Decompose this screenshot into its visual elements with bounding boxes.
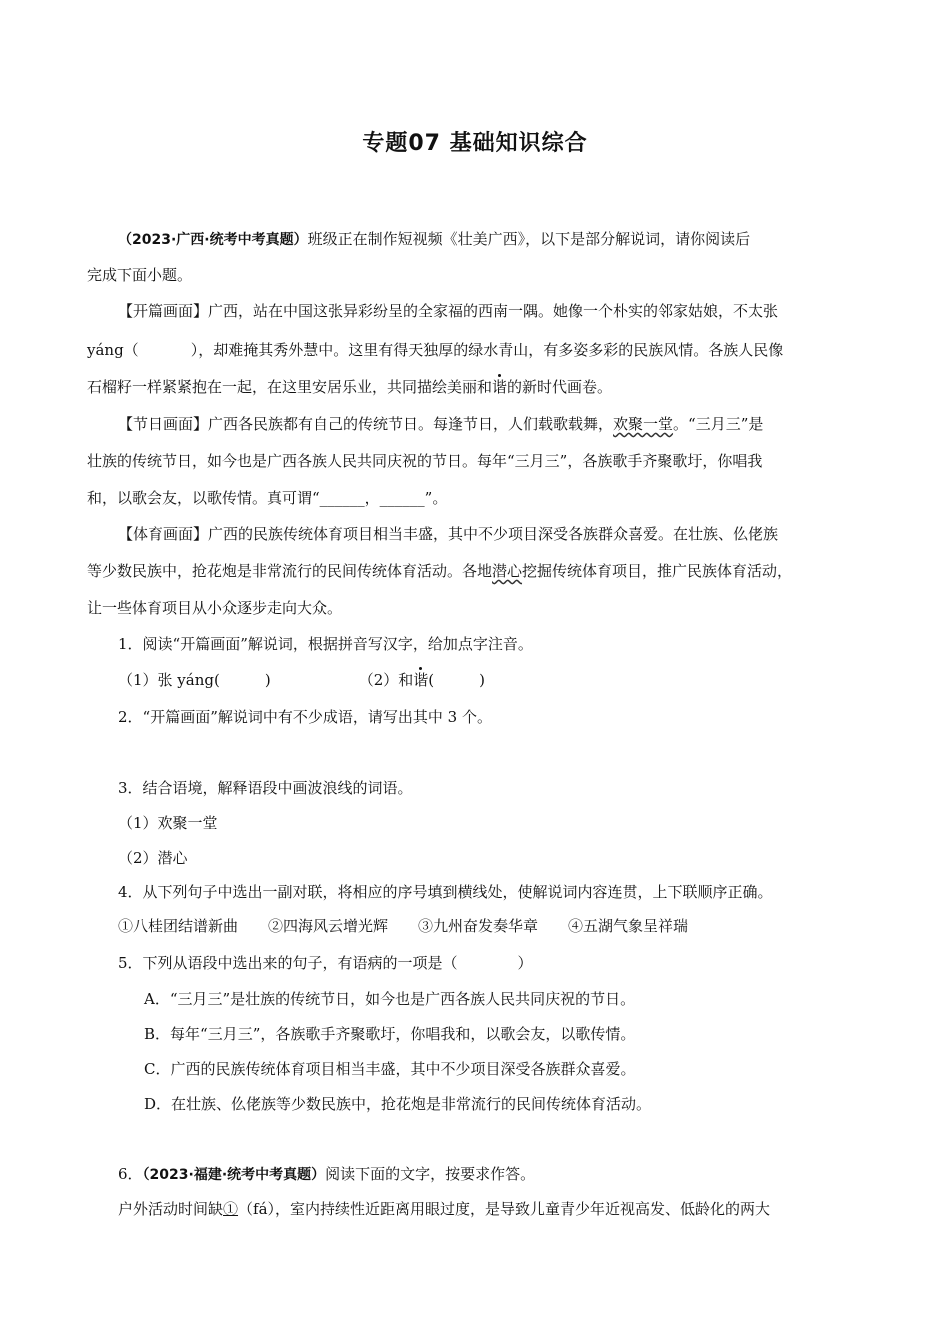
- p1-text-a: 【开篇画面】广西，站在中国这张异彩纷呈的全家福的西南一隅。她像一个朴实的邻家姑娘，不太张: [118, 302, 779, 320]
- q5-option-a[interactable]: [144, 989, 919, 1009]
- p3-text-a: 【体育画面】广西的民族传统体育项目相当丰盛，其中不少项目深受各族群众喜爱。在壮族、仫佬族: [118, 525, 779, 543]
- q4-choice-4[interactable]: ④五湖气象呈祥瑞: [568, 917, 689, 935]
- p2-text-b: 壮族的传统节日，如今也是广西各族人民共同庆祝的节日。每年“三月三”，各族歌手齐聚歌圩，你唱我: [87, 452, 763, 470]
- q6-marker: ①: [223, 1200, 239, 1218]
- intro-text: 班级正在制作短视频《壮美广西》，以下是部分解说词，请你阅读后: [307, 230, 751, 248]
- q3-sub-1: [118, 813, 893, 833]
- q3-sub-2: [118, 848, 893, 868]
- q4-choice-3[interactable]: ③九州奋发奏华章: [418, 917, 539, 935]
- p1-line-3: [87, 377, 862, 397]
- q3-sub-2-text: （2）潜心: [118, 849, 188, 867]
- p2-line-1: [118, 414, 893, 434]
- dotted-char: 谐: [413, 671, 429, 689]
- p1-text-b2: ），却难掩其秀外慧中。这里有得天独厚的绿水青山，有多姿多彩的民族风情。各族人民像: [190, 341, 784, 359]
- q2-stem-text: 2．“开篇画面”解说词中有不少成语，请写出其中 3 个。: [118, 708, 492, 726]
- p1-line-1: [118, 301, 893, 321]
- q6-passage-b: （fá），室内持续性近距离用眼过度，是导致儿童青少年近视高发、低龄化的两大: [238, 1200, 771, 1218]
- q3-sub-1-text: （1）欢聚一堂: [118, 814, 218, 832]
- p3-line-2: [87, 561, 862, 581]
- q1-subitems: [118, 670, 893, 690]
- q5-stem-text: 5．下列从语段中选出来的句子，有语病的一项是（ ）: [118, 954, 533, 972]
- q1-stem: [118, 634, 893, 654]
- intro-text-2: 完成下面小题。: [87, 266, 193, 284]
- q4-stem-text: 4．从下列句子中选出一副对联，将相应的序号填到横线处，使解说词内容连贯，上下联顺序正确。: [118, 883, 773, 901]
- q1-sub-2: （2）和: [358, 671, 414, 689]
- q1-stem-text: 1．阅读“开篇画面”解说词，根据拼音写汉字，给加点字注音。: [118, 635, 533, 653]
- p1-text-c2: 的新时代画卷。: [507, 378, 613, 396]
- p3-text-c: 让一些体育项目从小众逐步走向大众。: [87, 599, 343, 617]
- p3-text-b1: 等少数民族中，抢花炮是非常流行的民间传统体育活动。各地: [87, 562, 493, 580]
- p3-text-b2: 挖掘传统体育项目，推广民族体育活动，: [522, 562, 793, 580]
- q3-stem: [118, 778, 893, 798]
- q5-option-c[interactable]: [144, 1059, 919, 1079]
- q5-option-d-text: D．在壮族、仫佬族等少数民族中，抢花炮是非常流行的民间传统体育活动。: [144, 1095, 652, 1113]
- q5-option-d[interactable]: [144, 1094, 919, 1114]
- q6-source: （2023·福建·统考中考真题）: [142, 1167, 326, 1183]
- q1-sub-1[interactable]: （1）张 yáng( ): [118, 671, 271, 689]
- p2-text-a1: 【节日画面】广西各民族都有自己的传统节日。每逢节日，人们载歌载舞，: [118, 415, 614, 433]
- dotted-char: 谐: [492, 378, 508, 396]
- p1-line-2: [87, 340, 862, 360]
- q4-stem: [118, 882, 893, 902]
- page-title: 专题07 基础知识综合: [362, 131, 588, 156]
- p3-line-3: [87, 598, 862, 618]
- q5-stem: [118, 953, 893, 973]
- p2-line-2: [87, 451, 862, 471]
- intro-source: （2023·广西·统考中考真题）: [118, 232, 308, 248]
- q4-choice-1[interactable]: ①八桂团结谱新曲: [118, 917, 239, 935]
- intro-line-1: [118, 229, 893, 250]
- q4-choices: [118, 916, 893, 936]
- q4-choice-2[interactable]: ②四海风云增光辉: [268, 917, 389, 935]
- q6-stem-text: 阅读下面的文字，按要求作答。: [325, 1165, 536, 1183]
- q5-option-b-text: B．每年“三月三”，各族歌手齐聚歌圩，你唱我和，以歌会友，以歌传情。: [144, 1025, 636, 1043]
- q1-sub-2-blank[interactable]: ( ): [428, 671, 485, 689]
- p2-text-c: 和，以歌会友，以歌传情。真可谓“______，______”。: [87, 489, 448, 507]
- q3-stem-text: 3．结合语境，解释语段中画波浪线的词语。: [118, 779, 413, 797]
- intro-line-2: [87, 265, 862, 285]
- wavy-underline-term: 潜心: [492, 562, 523, 580]
- p3-line-1: [118, 524, 893, 544]
- p2-text-a2: 。“三月三”是: [673, 415, 764, 433]
- q5-option-a-text: A．“三月三”是壮族的传统节日，如今也是广西各族人民共同庆祝的节日。: [144, 990, 636, 1008]
- p2-line-3: [87, 488, 862, 508]
- q5-option-b[interactable]: [144, 1024, 919, 1044]
- wavy-underline-term: 欢聚一堂: [613, 415, 674, 433]
- p1-text-c1: 石榴籽一样紧紧抱在一起，在这里安居乐业，共同描绘美丽和: [87, 378, 493, 396]
- q6-number: 6．: [118, 1165, 143, 1183]
- q6-passage-a: 户外活动时间缺: [118, 1200, 224, 1218]
- p1-text-b1: yáng（: [87, 341, 139, 359]
- q6-stem: [118, 1164, 893, 1185]
- q6-passage-line-1: [118, 1199, 893, 1219]
- q5-option-c-text: C．广西的民族传统体育项目相当丰盛，其中不少项目深受各族群众喜爱。: [144, 1060, 636, 1078]
- q2-stem: [118, 707, 893, 727]
